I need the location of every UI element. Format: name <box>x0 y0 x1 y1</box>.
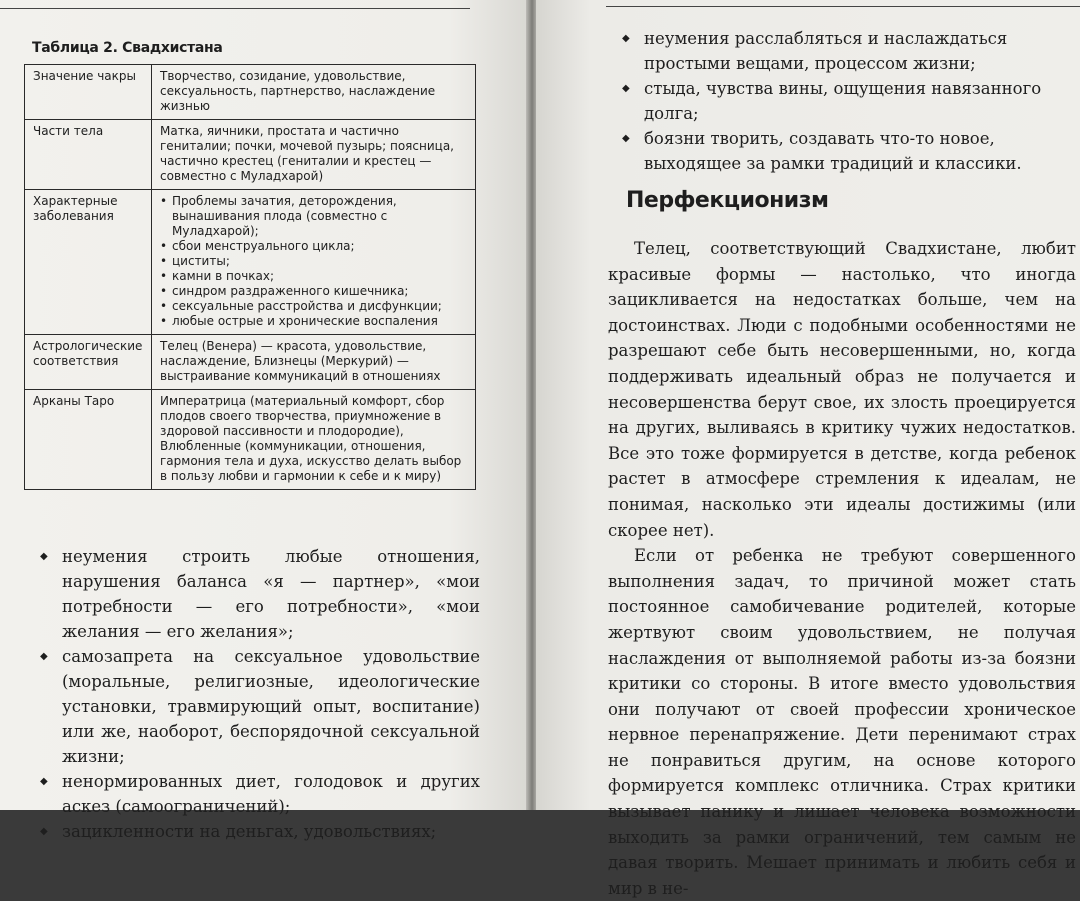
right-bullet-list <box>622 26 1042 176</box>
row-key: Характерные заболевания <box>25 190 152 335</box>
row-value: Императрица (материальный комфорт, сбор плодов своего творчества, приумножение в здоровой пассивности и плодородие), Влюбленные (коммуникации, отношения, гармония тела и духа, искусство делать выбор в пользу любви и гармонии к себе и к миру) <box>152 390 476 490</box>
list-item: • циститы; <box>160 254 469 269</box>
table-row <box>25 335 476 390</box>
paragraph: Если от ребенка не требуют совершенного выполнения задач, то причиной может стать постоянное самобичевание родителей, которые жертвуют своим удовольствием, не получая наслаждения от выполняемой работы из-за боязни критики со стороны. В итоге вместо удовольствия они получают от своей профессии хроническое нервное перенапряжение. Дети перенимают страх не понравиться другим, на основе которого формируется комплекс отличника. Страх критики вызывает панику и лишает человека возможности выходить за рамки ограничений, тем самым не давая творить. Мешает принимать и любить себя и мир в не- <box>608 546 1076 898</box>
top-rule <box>606 6 1080 7</box>
row-key: Астрологические соответствия <box>25 335 152 390</box>
list-item: ◆ зацикленности на деньгах, удовольствиях; <box>40 819 480 844</box>
list-item: • сексуальные расстройства и дисфункции; <box>160 299 469 314</box>
row-key: Значение чакры <box>25 65 152 120</box>
table-row <box>25 65 476 120</box>
row-value <box>152 190 476 335</box>
list-item: • любые острые и хронические воспаления <box>160 314 469 329</box>
paragraph: Телец, соответствующий Свадхистане, любит красивые формы — настолько, что иногда зацикливается на недостатках больше, чем на достоинствах. Люди с подобными особенностями не разрешают себе быть несовершенными, но, когда поддерживать идеальный образ не получается и несовершенства берут свое, их злость проецируется на других, выливаясь в критику чужих недостатков. Все это тоже формируется в детстве, когда ребенок растет в атмосфере стремления к идеалам, не понимая, насколько эти идеалы достижимы (или скорее нет). <box>608 239 1076 540</box>
list-item: • Проблемы зачатия, деторождения, вынашивания плода (совместно с Муладхарой); <box>160 194 469 239</box>
chakra-table <box>24 64 476 490</box>
list-item: ◆ неумения расслабляться и наслаждаться простыми вещами, процессом жизни; <box>622 26 1042 76</box>
list-item: • камни в почках; <box>160 269 469 284</box>
row-key: Части тела <box>25 120 152 190</box>
row-value: Матка, яичники, простата и частично гениталии; почки, мочевой пузырь; поясница, частично крестец (гениталии и крестец — совместно с Муладхарой) <box>152 120 476 190</box>
table-row <box>25 120 476 190</box>
left-page <box>0 0 528 841</box>
table-title: Таблица 2. Свадхистана <box>32 40 223 56</box>
row-key: Арканы Таро <box>25 390 152 490</box>
list-item: ◆ самозапрета на сексуальное удовольствие (моральные, религиозные, идеологические установки, травмирующий опыт, воспитание) или же, наоборот, беспорядочной сексуальной жизни; <box>40 644 480 769</box>
right-page <box>536 0 1080 898</box>
table-row <box>25 390 476 490</box>
row-value: Творчество, созидание, удовольствие, сексуальность, партнерство, наслаждение жизнью <box>152 65 476 120</box>
list-item: ◆ ненормированных диет, голодовок и других аскез (самоограничений); <box>40 769 480 819</box>
list-item: ◆ боязни творить, создавать что-то новое, выходящее за рамки традиций и классики. <box>622 126 1042 176</box>
section-heading: Перфекционизм <box>626 188 829 213</box>
top-rule <box>0 8 470 9</box>
table-row <box>25 190 476 335</box>
list-item: • синдром раздраженного кишечника; <box>160 284 469 299</box>
list-item: ◆ неумения строить любые отношения, нарушения баланса «я — партнер», «мои потребности — его потребности», «мои желания — его желания»; <box>40 544 480 644</box>
left-bullet-list <box>40 544 480 844</box>
list-item: ◆ стыда, чувства вины, ощущения навязанного долга; <box>622 76 1042 126</box>
row-value: Телец (Венера) — красота, удовольствие, наслаждение, Близнецы (Меркурий) — выстраивание коммуникаций в отношениях <box>152 335 476 390</box>
list-item: • сбои менструального цикла; <box>160 239 469 254</box>
diseases-list <box>160 194 469 329</box>
body-text <box>608 236 1076 901</box>
